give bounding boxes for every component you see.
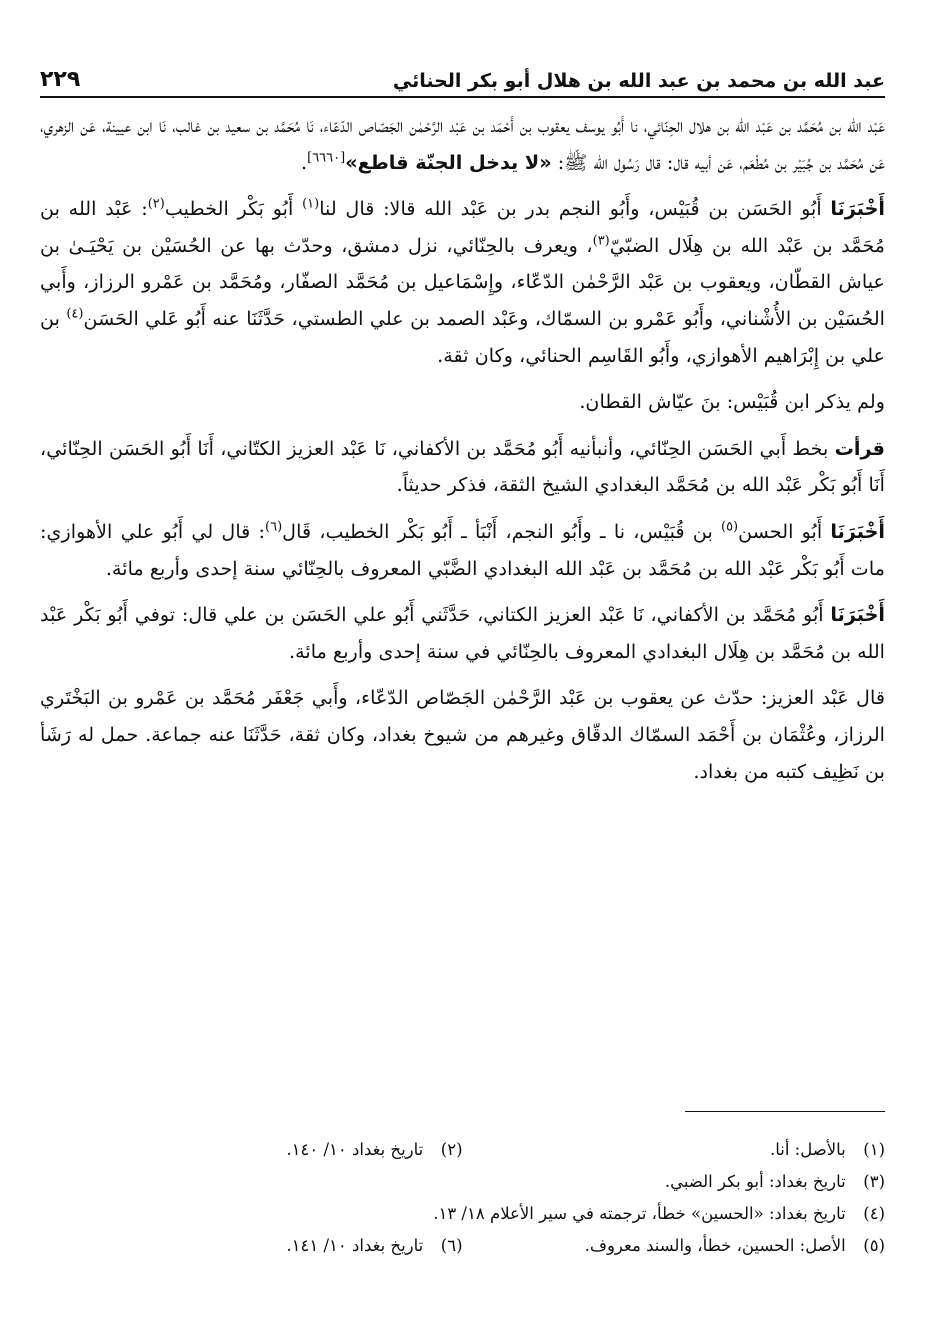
paragraph-lead-word: قرأت: [834, 436, 885, 460]
footnote-text: تاريخ بغداد: أبو بكر الضبي.: [664, 1172, 846, 1191]
footnote: [463, 1230, 886, 1262]
footnote-number: (٦): [440, 1236, 463, 1255]
footnote-row: [40, 1198, 885, 1230]
footnote-ref: (٤): [66, 306, 84, 322]
text-segment: .: [301, 150, 308, 174]
footnote-number: (١): [863, 1140, 885, 1159]
text-segment: بن قُبَيْس، نا ـ وأَبُو النجم، أَنْبَأ ـ أَبُو بَكْر الخطيب، قَال: [282, 519, 721, 543]
footnote-number: (٣): [863, 1172, 885, 1191]
running-title: عبد الله بن محمد بن عبد الله بن هلال أبو بكر الحنائي: [392, 70, 885, 92]
page-header: [40, 52, 885, 98]
footnote-ref: (١): [302, 196, 320, 212]
text-segment: ولم يذكر ابن قُبَيْس: بنَ عيّاش القطان.: [579, 390, 885, 414]
text-segment: عَبْد الله بن مُحَمَّد بن عَبْد الله بن هلال الحِنّائي، نا أَبُو يوسف يعقوب بن أَحْمَد بن عَبْد الرَّحْمٰن الجَصّاص الدّعّاء، نَا مُحَمَّد بن سعيد بن غالب، نَا ابن عيينة، عَن الزهري، عَن مُحَمَّد بن جُبَيْر بن مُطْعَم، عَن أبيه قال: قال رَسُول الله ﷺ:: [40, 114, 885, 174]
footnote-ref: (٢): [147, 196, 165, 212]
text-segment: أَبُو مُحَمَّد بن الأكفاني، نَا عَبْد العزيز الكتاني، حَدَّثَني أَبُو علي الحَسَن بن علي قال: توفي أَبُو بَكْر عَبْد الله بن مُحَمَّد بن هِلَال البغدادي المعروف بالحِنّائي في سنة إحدى وأربع مائة.: [40, 603, 885, 663]
paragraph-narration: [40, 597, 885, 670]
footnote-separator: [685, 1111, 885, 1112]
text-segment: بخط أَبي الحَسَن الحِنّائي، وأنبأنيه أَبُو مُحَمَّد بن الأكفاني، نَا عَبْد العزيز الكتّاني، أَنَا أَبُو الحَسَن الحِنّائي، أَنَا أَبُو بَكْر عَبْد الله بن مُحَمَّد البغدادي الشيخ الثقة، فذكر حديثاً.: [40, 436, 885, 497]
paragraph-note: [40, 384, 885, 421]
footnote-ref: (٥): [720, 519, 739, 535]
footnote-text: تاريخ بغداد ١٠/ ١٤١.: [286, 1236, 424, 1255]
main-text: [40, 108, 885, 800]
text-segment: ، ويعرف بالحِنّائي، نزل دمشق، وحدّث بها عن الحُسَيْن بن يَحْيَـىٰ بن عياش القطّان، ويعقوب بن عَبْد الرَّحْمٰن الدّعّاء، وإِسْمَاعيل بن مُحَمَّد الصفّار، ومُحَمَّد بن عَمْرو الرزاز، وأَبي الحُسَيْن بن الأُشْناني، وأَبُو عَمْرو بن السمّاك، وعَبْد الصمد بن علي الطستي، حَدَّثَنَا عنه أَبُو عَلي الحَسَن: [40, 233, 885, 330]
footnote-text: الأصل: الحسين، خطأ، والسند معروف.: [584, 1236, 846, 1255]
paragraph-narration: [40, 514, 885, 587]
footnote: [40, 1166, 885, 1198]
footnote-row: [40, 1230, 885, 1262]
hadith-quote: «لا يدخل الجنّة قاطع»: [345, 150, 552, 174]
text-segment: أَبُو بَكْر الخطيب: [164, 197, 303, 221]
footnote: [40, 1134, 463, 1166]
footnote-text: بالأصل: أنا.: [769, 1140, 846, 1159]
text-segment: : عَبْد الله بن مُحَمَّد بن عَبْد الله بن هِلَال الضبّيّ: [40, 197, 885, 257]
footnote-number: (٥): [863, 1236, 885, 1255]
footnote-ref: (٦): [265, 519, 283, 535]
footnote: [40, 1198, 885, 1230]
footnote: [40, 1230, 463, 1262]
footnote-number: (٢): [440, 1140, 463, 1159]
footnote-row: [40, 1134, 885, 1166]
hadith-number: [٦٦٦٠]: [307, 150, 346, 166]
footnote-ref: (٣): [592, 233, 610, 249]
paragraph-lead-word: أَخْبَرَنَا: [830, 519, 885, 543]
footnote: [463, 1134, 886, 1166]
footnotes: [40, 1134, 885, 1262]
page-number: ٢٢٩: [40, 67, 81, 92]
paragraph-narration: [40, 191, 885, 374]
paragraph-lead-word: أَخْبَرَنَا: [830, 603, 885, 627]
footnote-row: [40, 1166, 885, 1198]
text-segment: قال عَبْد العزيز: حدّث عن يعقوب بن عَبْد الرَّحْمٰن الجَصّاص الدّعّاء، وأَبي جَعْفَر مُحَمَّد بن عَمْرو بن البَخْتَري الرزاز، وعُثْمَان بن أَحْمَد السمّاك الدقّاق وغيرهم من شيوخ بغداد، وكان ثقة، حَدَّثَنَا عنه جماعة. حمل له رَشَأ بن نَظِيف كتبه من بغداد.: [40, 686, 885, 783]
footnote-text: تاريخ بغداد ١٠/ ١٤٠.: [286, 1140, 424, 1159]
footnote-text: تاريخ بغداد: «الحسين» خطأ، ترجمته في سير الأعلام ١٨/ ١٣.: [433, 1204, 846, 1223]
text-segment: أَبُو الحَسَن بن قُبَيْس، وأَبُو النجم بدر بن عَبْد الله قالا: قال لنا: [319, 197, 831, 221]
paragraph-hadith: [40, 108, 885, 181]
text-segment: : قال لي أَبُو علي الأهوازي: مات أَبُو بَكْر عَبْد الله بن مُحَمَّد بن عَبْد الله البغدادي الضَّبّي المعروف بالحِنّائي سنة إحدى وأربع مائة.: [40, 519, 885, 580]
text-segment: أَبُو الحسن: [738, 519, 831, 543]
paragraph-lead-word: أَخْبَرَنَا: [830, 197, 885, 221]
footnote-number: (٤): [863, 1204, 885, 1223]
text-segment: بن علي بن إِبْرَاهيم الأهوازي، وأَبُو القَاسِم الحنائي، وكان ثقة.: [40, 306, 885, 367]
paragraph-narration: [40, 680, 885, 790]
paragraph-narration: [40, 431, 885, 504]
